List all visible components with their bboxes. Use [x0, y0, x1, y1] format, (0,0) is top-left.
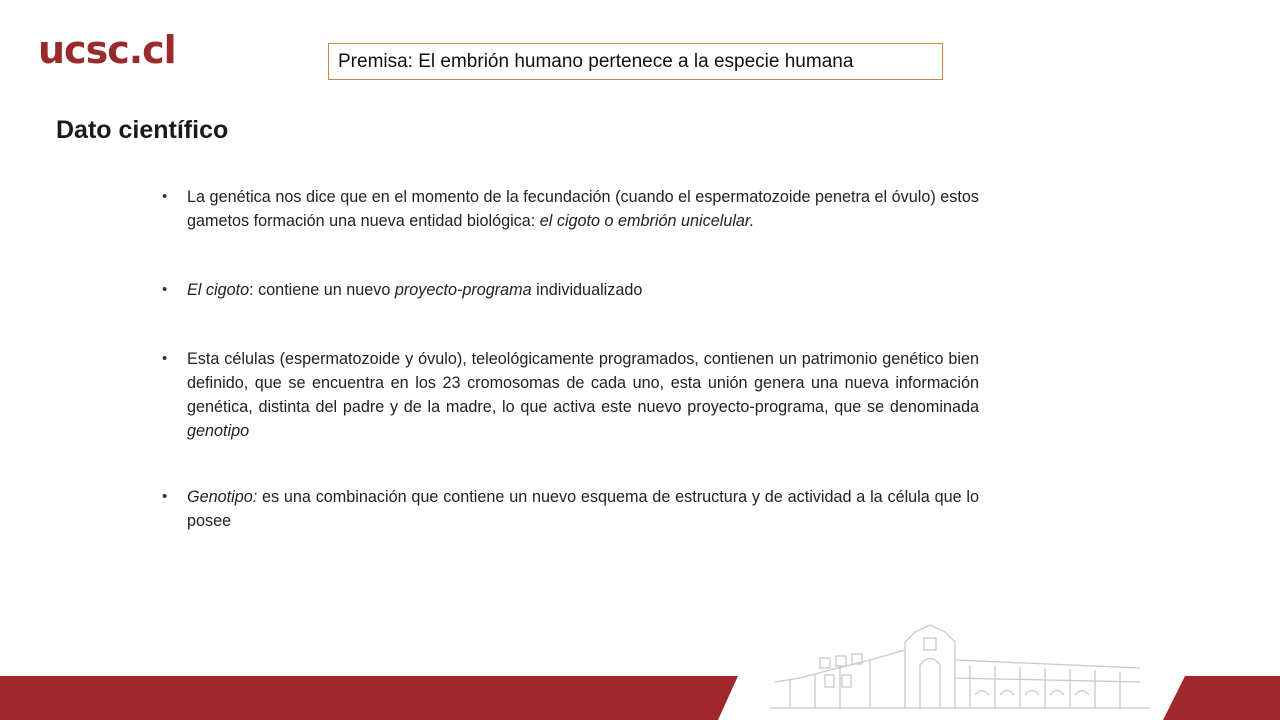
- bullet-celulas: • Esta células (espermatozoide y óvulo), teleológicamente programados, contienen un patrimonio genético bien definido, que se encuentra en los 23 cromosomas de cada uno, esta unión genera una nueva información genética, distinta del padre y de la madre, lo que activa este nuevo proyecto-programa, que se denominada genotipo: [162, 347, 979, 443]
- slide-title: Dato científico: [56, 116, 229, 144]
- bullet-cigoto: • El cigoto: contiene un nuevo proyecto-programa individualizado: [162, 278, 979, 302]
- bullet-list: [162, 185, 979, 533]
- footer-band: [0, 676, 1280, 720]
- bullet-fecundacion: • La genética nos dice que en el momento de la fecundación (cuando el espermatozoide penetra el óvulo) estos gametos formación una nueva entidad biológica: el cigoto o embrión unicelular.: [162, 185, 979, 233]
- bullet-genotipo: • Genotipo: es una combinación que contiene un nuevo esquema de estructura y de actividad a la célula que lo posee: [162, 485, 979, 533]
- premise-box: Premisa: El embrión humano pertenece a la especie humana: [328, 43, 943, 80]
- ucsc-logo: ucsc.cl: [38, 28, 176, 72]
